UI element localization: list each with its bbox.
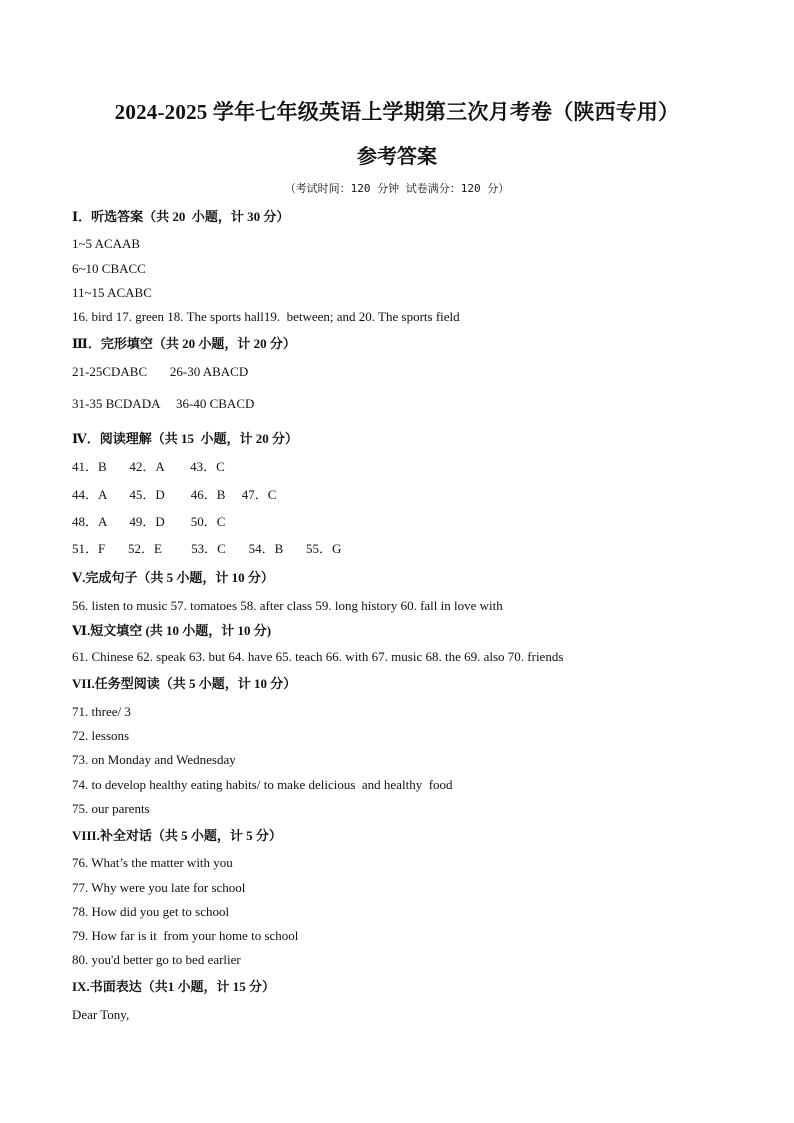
answer-line: 6~10 CBACC — [72, 261, 146, 276]
answer-line: 1~5 ACAAB — [72, 236, 141, 251]
answer-line: 48．A 49．D 50．C — [72, 514, 226, 529]
section-heading-sentences: Ⅴ.完成句子（共 5 小题，计 10 分） — [72, 570, 274, 585]
answer-line: 75. our parents — [72, 801, 150, 816]
answer-line: 21-25CDABC 26-30 ABACD — [72, 364, 249, 379]
answer-line: 73. on Monday and Wednesday — [72, 752, 236, 767]
answer-line: 72. lessons — [72, 728, 130, 743]
answer-line: 61. Chinese 62. speak 63. but 64. have 65. teach 66. with 67. music 68. the 69. also 70. friends — [72, 649, 564, 664]
answer-line: Dear Tony, — [72, 1007, 130, 1022]
section-heading-fill-blanks: Ⅵ.短文填空 (共 10 小题，计 10 分) — [72, 623, 272, 638]
page-title: 2024-2025 学年七年级英语上学期第三次月考卷（陕西专用） — [114, 100, 680, 124]
section-heading-dialogue: VIII.补全对话（共 5 小题，计 5 分） — [72, 828, 282, 843]
answer-line: 16. bird 17. green 18. The sports hall19. between; and 20. The sports field — [72, 309, 460, 324]
answer-line: 11~15 ACABC — [72, 285, 152, 300]
answer-line: 56. listen to music 57. tomatoes 58. after class 59. long history 60. fall in love with — [72, 598, 503, 613]
page-subtitle: 参考答案 — [357, 146, 437, 168]
answer-line: 76. What’s the matter with you — [72, 855, 233, 870]
section-heading-reading: Ⅳ．阅读理解（共 15 小题，计 20 分） — [72, 431, 299, 446]
section-heading-task-reading: VII.任务型阅读（共 5 小题，计 10 分） — [72, 676, 297, 691]
answer-line: 74. to develop healthy eating habits/ to make delicious and healthy food — [72, 777, 453, 792]
section-heading-cloze: Ⅲ．完形填空（共 20 小题，计 20 分） — [72, 336, 296, 351]
answer-line: 51．F 52．E 53．C 54．B 55．G — [72, 541, 342, 556]
answer-line: 44．A 45．D 46．B 47．C — [72, 487, 277, 502]
answer-line: 41．B 42．A 43．C — [72, 459, 225, 474]
answer-line: 77. Why were you late for school — [72, 880, 246, 895]
section-heading-listening: Ⅰ．听选答案（共 20 小题，计 30 分） — [72, 209, 290, 224]
section-heading-writing: IX.书面表达（共1 小题，计 15 分） — [72, 979, 275, 994]
answer-line: 80. you'd better go to bed earlier — [72, 952, 241, 967]
answer-line: 78. How did you get to school — [72, 904, 230, 919]
answer-line: 31-35 BCDADA 36-40 CBACD — [72, 396, 255, 411]
exam-meta: （考试时间：120 分钟 试卷满分：120 分） — [284, 182, 510, 195]
answer-line: 79. How far is it from your home to school — [72, 928, 299, 943]
answer-line: 71. three/ 3 — [72, 704, 131, 719]
